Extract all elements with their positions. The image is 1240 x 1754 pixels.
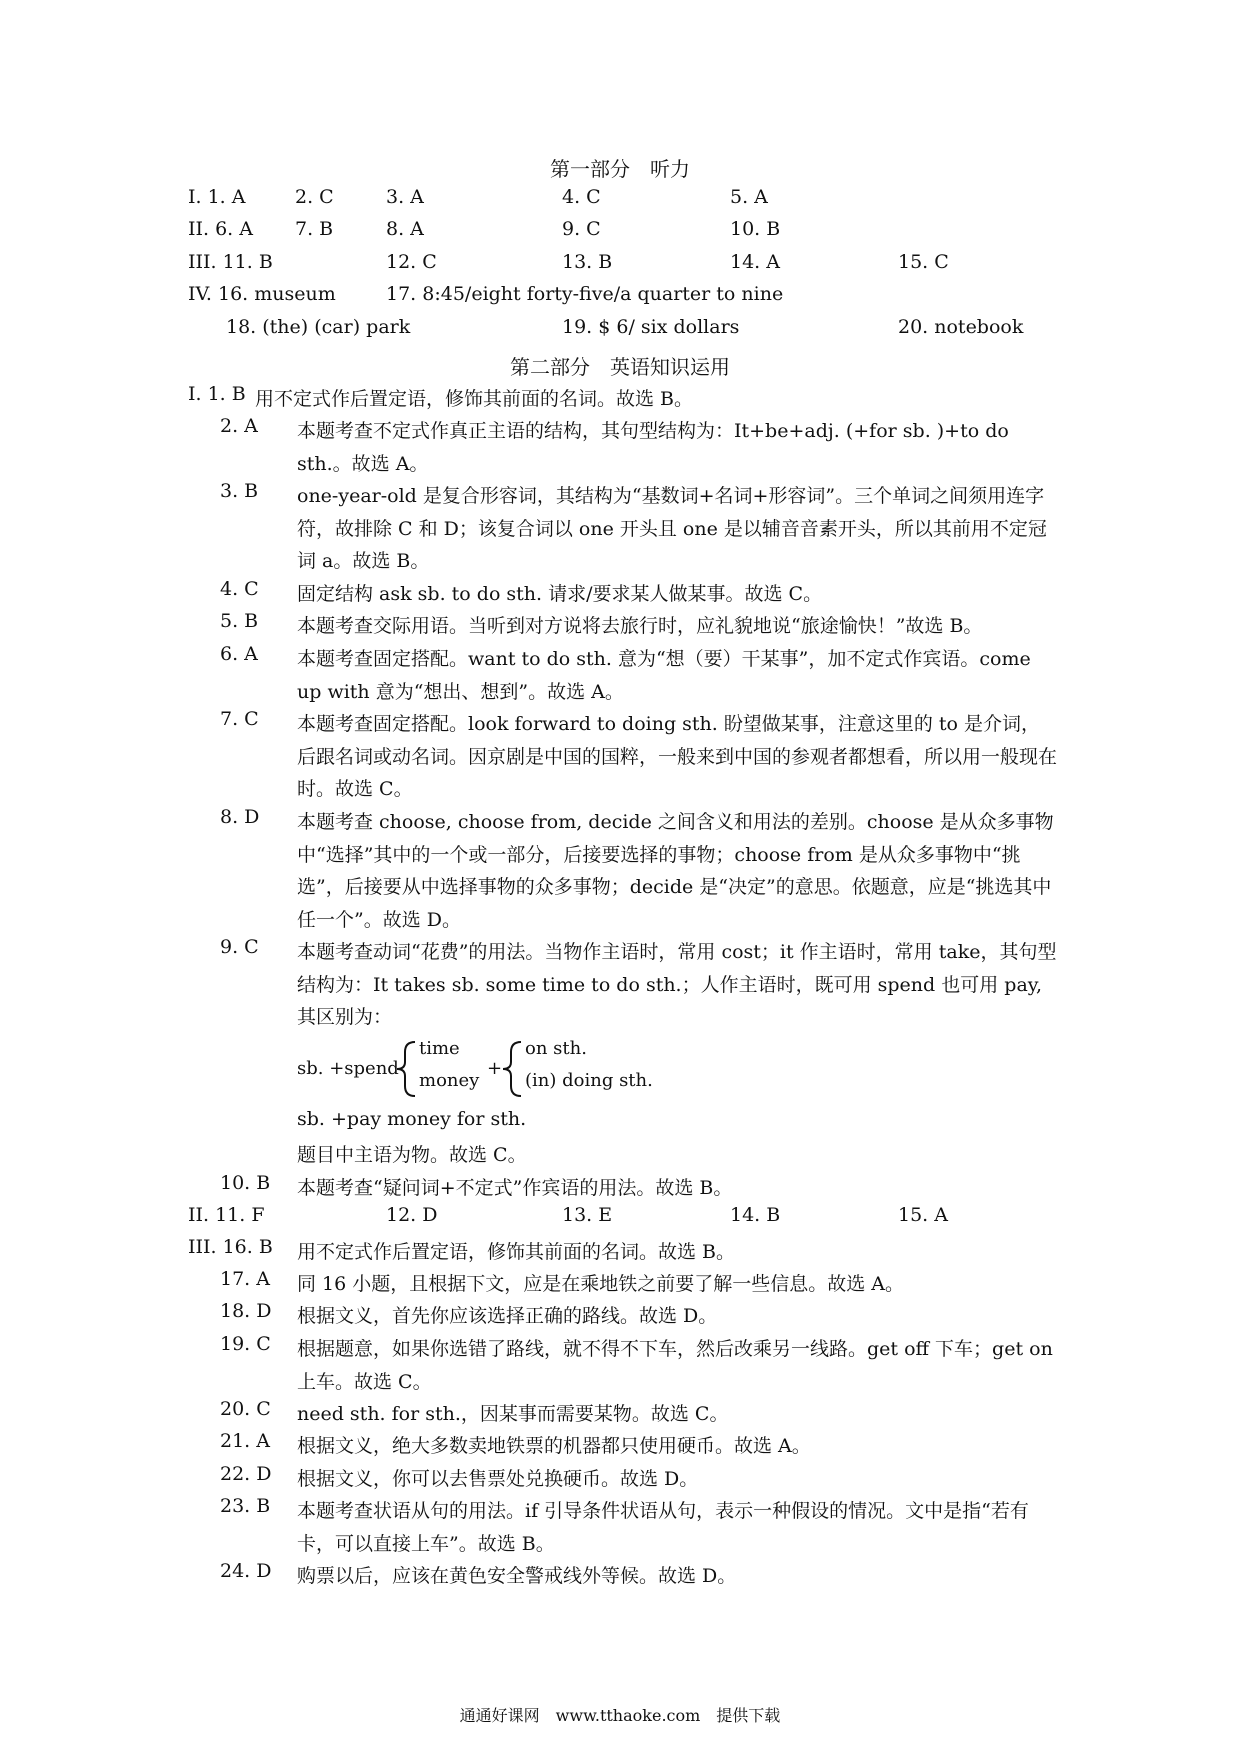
item-text: one-year-old 是复合形容词，其结构为“基数词+名词+形容词”。三个单词之间须用连字符，故排除 C 和 D；该复合词以 one 开头且 one 是以辅音音素开头，所以其前用不定冠词 a。故选 B。 — [297, 485, 1047, 573]
answer-cell: II. 11. F — [188, 1204, 265, 1226]
spend-formula — [297, 1038, 757, 1100]
item-text: 本题考查固定搭配。look forward to doing sth. 盼望做某事，注意这里的 to 是介词，后跟名词或动名词。因京剧是中国的国粹，一般来到中国的参观者都想看，所以用一般现在时。故选 C。 — [297, 713, 1058, 801]
item-text: 本题考查交际用语。当听到对方说将去旅行时，应礼貌地说“旅途愉快！”故选 B。 — [297, 615, 983, 637]
pay-formula: sb. +pay money for sth. — [297, 1108, 527, 1130]
answer-cell: III. 11. B — [188, 251, 273, 273]
formula-lhs: sb. +spend — [297, 1058, 399, 1079]
item-number: 7. C — [220, 708, 259, 730]
item-number: 5. B — [220, 610, 259, 632]
formula-doing-sth: (in) doing sth. — [525, 1070, 653, 1091]
item-number: 17. A — [220, 1268, 270, 1290]
answer-cell: 12. C — [386, 251, 437, 273]
item-text: 本题考查“疑问词+不定式”作宾语的用法。故选 B。 — [297, 1177, 733, 1199]
item-text: 根据文义，首先你应该选择正确的路线。故选 D。 — [297, 1305, 718, 1327]
item-number: 22. D — [220, 1463, 272, 1485]
item-text: 根据文义，绝大多数卖地铁票的机器都只使用硬币。故选 A。 — [297, 1435, 811, 1457]
item-number: 8. D — [220, 806, 260, 828]
answer-cell: 13. B — [562, 251, 613, 273]
answer-cell: 10. B — [730, 218, 781, 240]
answer-cell: 13. E — [562, 1204, 613, 1226]
answer-cell: 19. $ 6/ six dollars — [562, 316, 740, 338]
formula-on-sth: on sth. — [525, 1038, 587, 1059]
part1-title: 第一部分 听力 — [550, 157, 690, 181]
item-number: 10. B — [220, 1172, 271, 1194]
item-text: 固定结构 ask sb. to do sth. 请求/要求某人做某事。故选 C。 — [297, 583, 823, 605]
item9-conclusion: 题目中主语为物。故选 C。 — [297, 1144, 527, 1166]
item-number: 21. A — [220, 1430, 270, 1452]
listening-row-3 — [0, 251, 1240, 281]
item-text: 本题考查不定式作真正主语的结构，其句型结构为：It+be+adj. (+for sb. )+to do sth.。故选 A。 — [297, 420, 1009, 475]
answer-cell: 9. C — [562, 218, 601, 240]
listening-row-1 — [0, 186, 1240, 216]
item-number: 19. C — [220, 1333, 271, 1355]
item-text: 本题考查固定搭配。want to do sth. 意为“想（要）干某事”，加不定式作宾语。come up with 意为“想出、想到”。故选 A。 — [297, 648, 1031, 703]
answer-cell: 3. A — [386, 186, 424, 208]
formula-money: money — [419, 1070, 480, 1091]
item-text: 用不定式作后置定语，修饰其前面的名词。故选 B。 — [255, 388, 694, 410]
item-number: 23. B — [220, 1495, 271, 1517]
item-text: 用不定式作后置定语，修饰其前面的名词。故选 B。 — [297, 1241, 736, 1263]
answer-cell: 20. notebook — [898, 316, 1024, 338]
answer-cell: I. 1. A — [188, 186, 246, 208]
section2-answers-row — [0, 1204, 1240, 1234]
item-number: 18. D — [220, 1300, 272, 1322]
page-footer: 通通好课网 www.tthaoke.com 提供下载 — [459, 1706, 781, 1725]
formula-plus: + — [487, 1058, 503, 1079]
answer-cell: 14. A — [730, 251, 780, 273]
answer-cell: 12. D — [386, 1204, 438, 1226]
item-text: 根据题意，如果你选错了路线，就不得不下车，然后改乘另一线路。get off 下车；get on 上车。故选 C。 — [297, 1338, 1053, 1393]
item-number: 20. C — [220, 1398, 271, 1420]
answer-cell: 14. B — [730, 1204, 781, 1226]
item-number: 6. A — [220, 643, 258, 665]
answer-cell: 2. C — [295, 186, 334, 208]
item-number: 3. B — [220, 480, 259, 502]
answer-cell: 15. C — [898, 251, 949, 273]
item-number: 9. C — [220, 936, 259, 958]
item-text: 本题考查 choose, choose from, decide 之间含义和用法的差别。choose 是从众多事物中“选择”其中的一个或一部分，后接要选择的事物；choose from 是从众多事物中“挑选”，后接要从中选择事物的众多事物；decide 是“决定”的意思。依题意，应是“挑选其中任一个”。故选 D。 — [297, 811, 1054, 931]
listening-row-2 — [0, 218, 1240, 248]
item-number: 24. D — [220, 1560, 272, 1582]
item-text: 本题考查状语从句的用法。if 引导条件状语从句，表示一种假设的情况。文中是指“若有卡，可以直接上车”。故选 B。 — [297, 1500, 1029, 1555]
answer-cell: 7. B — [295, 218, 334, 240]
left-brace-icon — [395, 1040, 417, 1098]
item-text: 同 16 小题，且根据下文，应是在乘地铁之前要了解一些信息。故选 A。 — [297, 1273, 905, 1295]
answer-cell: 15. A — [898, 1204, 948, 1226]
item-text: 根据文义，你可以去售票处兑换硬币。故选 D。 — [297, 1468, 699, 1490]
right-group-brace-icon — [501, 1040, 523, 1098]
item-number: 4. C — [220, 578, 259, 600]
answer-cell: 8. A — [386, 218, 424, 240]
item-number: I. 1. B — [188, 383, 246, 405]
part2-title: 第二部分 英语知识运用 — [510, 355, 730, 379]
item-text: 本题考查动词“花费”的用法。当物作主语时，常用 cost；it 作主语时，常用 take，其句型结构为：It takes sb. some time to do sth.；人作主语时，既可用 spend 也可用 pay, 其区别为： — [297, 941, 1057, 1029]
item-number: III. 16. B — [188, 1236, 273, 1258]
answer-cell: 4. C — [562, 186, 601, 208]
item-text: 购票以后，应该在黄色安全警戒线外等候。故选 D。 — [297, 1565, 737, 1587]
formula-time: time — [419, 1038, 460, 1059]
answer-cell: 5. A — [730, 186, 768, 208]
answer-cell: II. 6. A — [188, 218, 253, 240]
answer-cell: 18. (the) (car) park — [226, 316, 411, 338]
listening-row-5 — [0, 316, 1240, 346]
item-text: need sth. for sth.，因某事而需要某物。故选 C。 — [297, 1403, 729, 1425]
answer-cell: IV. 16. museum — [188, 283, 336, 305]
answer-cell: 17. 8:45/eight forty-five/a quarter to nine — [386, 283, 784, 305]
item-number: 2. A — [220, 415, 258, 437]
listening-row-4 — [0, 283, 1240, 313]
